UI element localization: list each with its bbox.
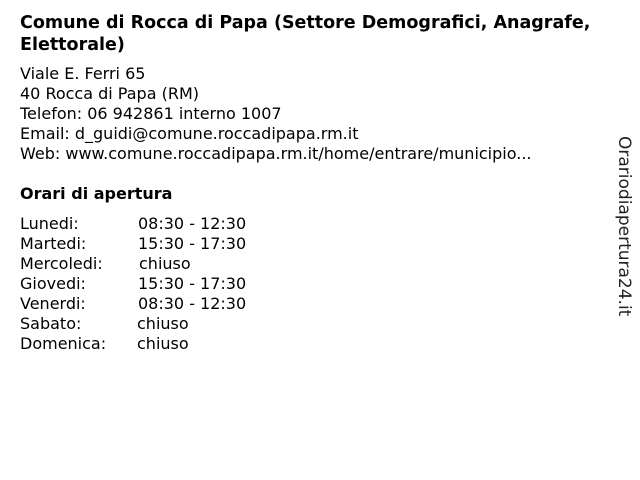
- phone-number: Telefon: 06 942861 interno 1007: [20, 104, 282, 123]
- city-address: 40 Rocca di Papa (RM): [20, 84, 199, 103]
- time-value: chiuso: [137, 314, 189, 333]
- contact-info: [20, 64, 532, 164]
- site-watermark: Orariodiapertura24.it: [614, 136, 634, 317]
- time-value: chiuso: [137, 334, 189, 353]
- day-label: Domenica:: [20, 334, 107, 353]
- day-label: Martedi:: [20, 234, 87, 253]
- time-value: 08:30 - 12:30: [138, 214, 247, 233]
- opening-hours-heading: Orari di apertura: [20, 184, 173, 203]
- time-value: 15:30 - 17:30: [138, 234, 247, 253]
- time-value: chiuso: [139, 254, 191, 273]
- website-link: Web: www.comune.roccadipapa.rm.it/home/entrare/municipio...: [20, 144, 532, 163]
- day-label: Lunedi:: [20, 214, 79, 233]
- time-value: 15:30 - 17:30: [138, 274, 247, 293]
- street-address: Viale E. Ferri 65: [20, 64, 146, 83]
- day-label: Venerdi:: [20, 294, 86, 313]
- day-label: Sabato:: [20, 314, 82, 333]
- day-label: Mercoledi:: [20, 254, 103, 273]
- email-address: Email: d_guidi@comune.roccadipapa.rm.it: [20, 124, 359, 143]
- time-value: 08:30 - 12:30: [138, 294, 247, 313]
- page-title: Comune di Rocca di Papa (Settore Demografici, Anagrafe, Elettorale): [20, 13, 591, 55]
- day-label: Giovedi:: [20, 274, 86, 293]
